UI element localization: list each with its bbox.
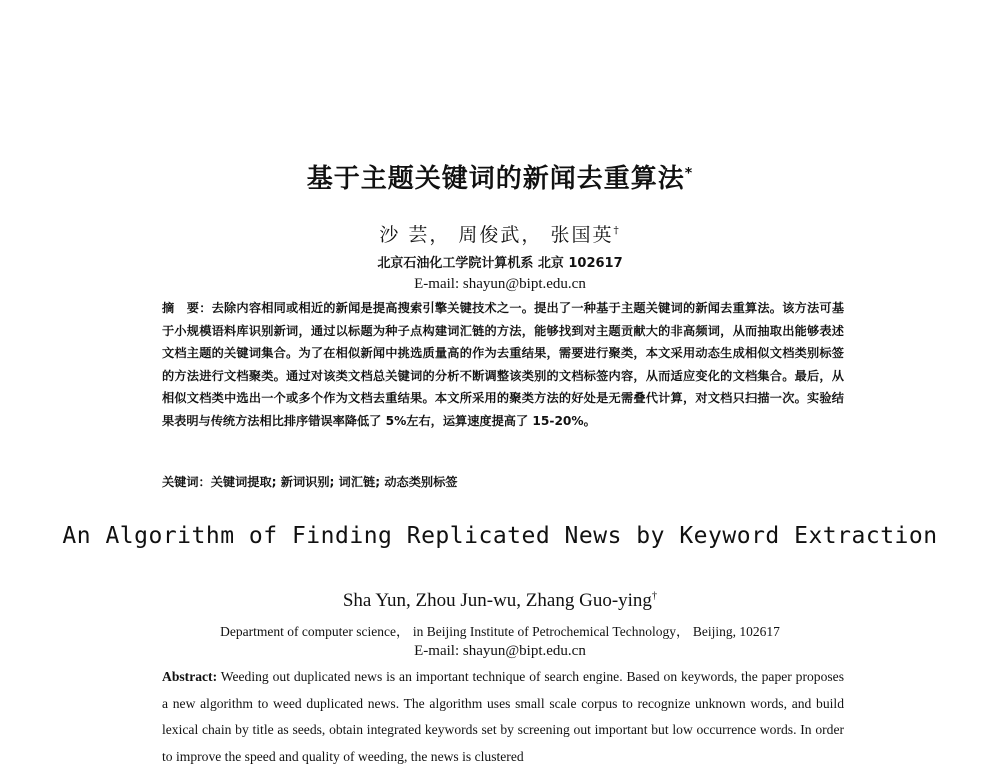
english-author-mark: † xyxy=(651,590,658,602)
english-abstract xyxy=(162,664,844,770)
chinese-abstract-label: 摘 要： xyxy=(162,301,212,315)
chinese-author-mark: † xyxy=(613,224,621,237)
chinese-abstract-text: 去除内容相同或相近的新闻是提高搜索引擎关键技术之一。提出了一种基于主题关键词的新闻去重算法。该方法可基于小规模语料库识别新词，通过以标题为种子点构建词汇链的方法，能够找到对主题贡献大的非高频词，从而抽取出能够表述文档主题的关键词集合。为了在相似新闻中挑选质量高的作为去重结果，需要进行聚类，本文采用动态生成相似文档类别标签的方法进行文档聚类。通过对该类文档总关键词的分析不断调整该类别的文档标签内容，从而适应变化的文档集合。最后，从相似文档类中选出一个或多个作为文档去重结果。本文所采用的聚类方法的好处是无需叠代计算，对文档只扫描一次。实验结果表明与传统方法相比排序错误率降低了 5%左右，运算速度提高了 15-20%。 xyxy=(162,301,845,428)
chinese-authors-text: 沙 芸， 周俊武， 张国英 xyxy=(379,224,614,246)
chinese-keywords-label: 关键词： xyxy=(162,475,211,489)
chinese-keywords xyxy=(162,471,844,493)
english-abstract-text: Weeding out duplicated news is an important technique of search engine. Based on keywords, the paper proposes a new algorithm to weed duplicated news. The algorithm uses small scale corpus to recognize unknown words, and build lexical chain by title as seeds, obtain integrated keywords set by screening out important but low occurrence words. In order to improve the speed and quality of weeding, the news is clustered xyxy=(162,669,844,764)
chinese-title-text: 基于主题关键词的新闻去重算法 xyxy=(306,164,685,194)
chinese-email: E-mail: shayun@bipt.edu.cn xyxy=(414,276,586,292)
english-affiliation: Department of computer science， in Beijing Institute of Petrochemical Technology， Beijing, 102617 xyxy=(220,624,780,639)
english-title: An Algorithm of Finding Replicated News by Keyword Extraction xyxy=(62,523,938,549)
chinese-keywords-text: 关键词提取; 新词识别; 词汇链; 动态类别标签 xyxy=(210,475,458,489)
chinese-title xyxy=(0,158,1000,195)
english-authors-text: Sha Yun, Zhou Jun-wu, Zhang Guo-ying xyxy=(342,590,652,611)
chinese-abstract xyxy=(162,297,844,433)
english-email: E-mail: shayun@bipt.edu.cn xyxy=(414,643,586,659)
chinese-affiliation: 北京石油化工学院计算机系 北京 102617 xyxy=(377,256,623,271)
title-footnote-mark: * xyxy=(684,165,694,182)
english-abstract-label: Abstract: xyxy=(162,669,218,684)
chinese-authors xyxy=(0,220,1000,247)
english-authors xyxy=(0,590,1000,612)
